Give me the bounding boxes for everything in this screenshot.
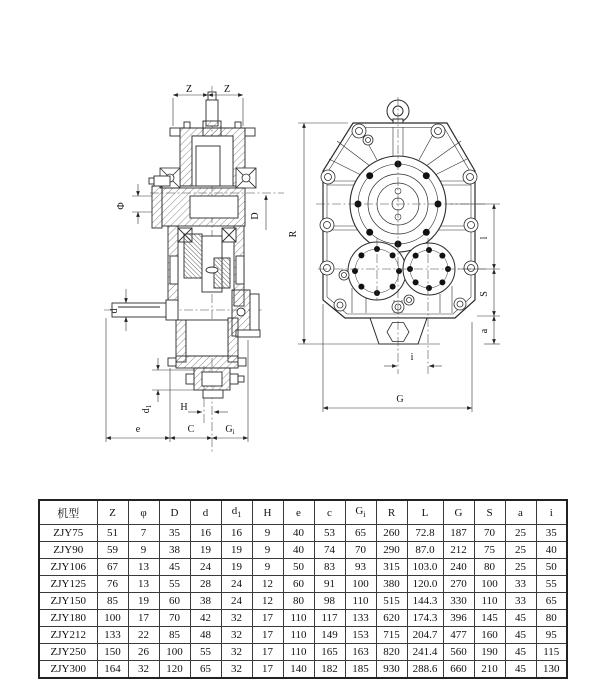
value-cell: 93 <box>345 559 376 576</box>
model-cell: ZJY212 <box>39 627 97 644</box>
value-cell: 65 <box>190 661 221 679</box>
value-cell: 85 <box>159 627 190 644</box>
value-cell: 190 <box>474 644 505 661</box>
value-cell: 210 <box>474 661 505 679</box>
model-cell: ZJY180 <box>39 610 97 627</box>
value-cell: 67 <box>97 559 128 576</box>
value-cell: 150 <box>97 644 128 661</box>
value-cell: 60 <box>283 576 314 593</box>
value-cell: 396 <box>443 610 474 627</box>
value-cell: 55 <box>536 576 567 593</box>
value-cell: 33 <box>505 593 536 610</box>
dim-label-D: D <box>250 212 261 220</box>
value-cell: 59 <box>97 542 128 559</box>
value-cell: 100 <box>474 576 505 593</box>
value-cell: 45 <box>505 627 536 644</box>
value-cell: 40 <box>283 525 314 542</box>
value-cell: 9 <box>128 542 159 559</box>
dim-label-z-right: Z <box>223 84 231 95</box>
value-cell: 100 <box>97 610 128 627</box>
model-cell: ZJY90 <box>39 542 97 559</box>
value-cell: 75 <box>474 542 505 559</box>
value-cell: 290 <box>376 542 407 559</box>
table-row <box>39 525 567 542</box>
table-row <box>39 576 567 593</box>
value-cell: 80 <box>536 610 567 627</box>
table-row <box>39 559 567 576</box>
value-cell: 182 <box>314 661 345 679</box>
col-header-机型: 机型 <box>39 500 97 525</box>
side-section-view <box>104 86 284 452</box>
value-cell: 9 <box>252 525 283 542</box>
value-cell: 165 <box>314 644 345 661</box>
value-cell: 50 <box>283 559 314 576</box>
col-header-d: d <box>190 500 221 525</box>
value-cell: 19 <box>190 542 221 559</box>
value-cell: 715 <box>376 627 407 644</box>
model-cell: ZJY106 <box>39 559 97 576</box>
col-header-Z: Z <box>97 500 128 525</box>
value-cell: 120 <box>159 661 190 679</box>
dim-label-R: R <box>288 230 299 238</box>
col-header-H: H <box>252 500 283 525</box>
value-cell: 16 <box>190 525 221 542</box>
front-view <box>316 97 486 374</box>
value-cell: 40 <box>536 542 567 559</box>
value-cell: 110 <box>283 610 314 627</box>
value-cell: 76 <box>97 576 128 593</box>
table-row <box>39 627 567 644</box>
value-cell: 50 <box>536 559 567 576</box>
value-cell: 130 <box>536 661 567 679</box>
value-cell: 330 <box>443 593 474 610</box>
col-header-φ: φ <box>128 500 159 525</box>
col-header-L: L <box>407 500 443 525</box>
spec-table <box>38 499 568 679</box>
value-cell: 51 <box>97 525 128 542</box>
value-cell: 26 <box>128 644 159 661</box>
value-cell: 16 <box>221 525 252 542</box>
value-cell: 95 <box>536 627 567 644</box>
value-cell: 515 <box>376 593 407 610</box>
value-cell: 185 <box>345 661 376 679</box>
value-cell: 270 <box>443 576 474 593</box>
value-cell: 212 <box>443 542 474 559</box>
value-cell: 19 <box>221 542 252 559</box>
col-header-e: e <box>283 500 314 525</box>
table-row <box>39 542 567 559</box>
value-cell: 260 <box>376 525 407 542</box>
value-cell: 72.8 <box>407 525 443 542</box>
value-cell: 9 <box>252 542 283 559</box>
value-cell: 17 <box>252 610 283 627</box>
dim-label-l: l <box>479 236 490 240</box>
output-shaft <box>112 300 178 320</box>
value-cell: 45 <box>505 610 536 627</box>
col-header-Gi: $G_i$ <box>345 500 376 525</box>
col-header-R: R <box>376 500 407 525</box>
value-cell: 87.0 <box>407 542 443 559</box>
dim-label-a: a <box>479 328 490 334</box>
value-cell: 117 <box>314 610 345 627</box>
value-cell: 24 <box>190 559 221 576</box>
col-header-c: c <box>314 500 345 525</box>
value-cell: 13 <box>128 576 159 593</box>
value-cell: 40 <box>283 542 314 559</box>
value-cell: 164 <box>97 661 128 679</box>
value-cell: 70 <box>159 610 190 627</box>
col-header-a: a <box>505 500 536 525</box>
value-cell: 560 <box>443 644 474 661</box>
value-cell: 163 <box>345 644 376 661</box>
model-cell: ZJY150 <box>39 593 97 610</box>
value-cell: 98 <box>314 593 345 610</box>
table-row <box>39 593 567 610</box>
dim-label-z-left: Z <box>185 84 193 95</box>
value-cell: 25 <box>505 542 536 559</box>
value-cell: 110 <box>283 627 314 644</box>
value-cell: 110 <box>283 644 314 661</box>
value-cell: 930 <box>376 661 407 679</box>
value-cell: 17 <box>252 644 283 661</box>
value-cell: 55 <box>190 644 221 661</box>
table-row <box>39 610 567 627</box>
value-cell: 65 <box>536 593 567 610</box>
dim-label-H: H <box>180 402 188 413</box>
value-cell: 12 <box>252 593 283 610</box>
col-header-S: S <box>474 500 505 525</box>
value-cell: 9 <box>252 559 283 576</box>
value-cell: 380 <box>376 576 407 593</box>
model-cell: ZJY250 <box>39 644 97 661</box>
value-cell: 17 <box>128 610 159 627</box>
value-cell: 153 <box>345 627 376 644</box>
value-cell: 19 <box>221 559 252 576</box>
value-cell: 55 <box>159 576 190 593</box>
value-cell: 53 <box>314 525 345 542</box>
value-cell: 35 <box>159 525 190 542</box>
value-cell: 35 <box>536 525 567 542</box>
value-cell: 110 <box>474 593 505 610</box>
dim-label-C: C <box>187 424 195 435</box>
value-cell: 80 <box>474 559 505 576</box>
value-cell: 32 <box>221 610 252 627</box>
value-cell: 83 <box>314 559 345 576</box>
col-header-i: i <box>536 500 567 525</box>
value-cell: 133 <box>345 610 376 627</box>
bottom-cover <box>186 368 244 398</box>
value-cell: 288.6 <box>407 661 443 679</box>
value-cell: 240 <box>443 559 474 576</box>
value-cell: 85 <box>97 593 128 610</box>
spec-table-container <box>38 499 568 679</box>
value-cell: 174.3 <box>407 610 443 627</box>
foot <box>370 318 427 344</box>
value-cell: 42 <box>190 610 221 627</box>
value-cell: 32 <box>221 661 252 679</box>
value-cell: 103.0 <box>407 559 443 576</box>
value-cell: 149 <box>314 627 345 644</box>
value-cell: 620 <box>376 610 407 627</box>
value-cell: 70 <box>474 525 505 542</box>
dim-label-e: e <box>135 424 141 435</box>
value-cell: 140 <box>283 661 314 679</box>
dim-label-d: d <box>109 308 120 314</box>
col-header-D: D <box>159 500 190 525</box>
value-cell: 145 <box>474 610 505 627</box>
model-cell: ZJY125 <box>39 576 97 593</box>
value-cell: 60 <box>159 593 190 610</box>
value-cell: 19 <box>128 593 159 610</box>
value-cell: 45 <box>505 661 536 679</box>
value-cell: 74 <box>314 542 345 559</box>
dim-label-G: G <box>396 394 404 405</box>
value-cell: 115 <box>536 644 567 661</box>
value-cell: 12 <box>252 576 283 593</box>
value-cell: 110 <box>345 593 376 610</box>
value-cell: 25 <box>505 525 536 542</box>
col-header-G: G <box>443 500 474 525</box>
value-cell: 820 <box>376 644 407 661</box>
col-header-d1: $d_1$ <box>221 500 252 525</box>
table-row <box>39 644 567 661</box>
value-cell: 91 <box>314 576 345 593</box>
dim-label-d1: $d_1$ <box>141 404 153 414</box>
value-cell: 17 <box>252 627 283 644</box>
value-cell: 133 <box>97 627 128 644</box>
value-cell: 65 <box>345 525 376 542</box>
dim-label-i: i <box>410 352 414 363</box>
value-cell: 17 <box>252 661 283 679</box>
value-cell: 32 <box>128 661 159 679</box>
value-cell: 80 <box>283 593 314 610</box>
value-cell: 120.0 <box>407 576 443 593</box>
table-row <box>39 661 567 679</box>
value-cell: 144.3 <box>407 593 443 610</box>
value-cell: 24 <box>221 576 252 593</box>
dim-label-S: S <box>479 291 490 297</box>
value-cell: 100 <box>159 644 190 661</box>
lower-housing <box>168 318 246 368</box>
dim-label-phi: Φ <box>116 202 127 210</box>
value-cell: 33 <box>505 576 536 593</box>
value-cell: 70 <box>345 542 376 559</box>
value-cell: 7 <box>128 525 159 542</box>
value-cell: 45 <box>159 559 190 576</box>
value-cell: 160 <box>474 627 505 644</box>
value-cell: 100 <box>345 576 376 593</box>
dim-label-G1: $G_i$ <box>225 424 235 436</box>
value-cell: 315 <box>376 559 407 576</box>
value-cell: 32 <box>221 644 252 661</box>
value-cell: 660 <box>443 661 474 679</box>
value-cell: 13 <box>128 559 159 576</box>
value-cell: 45 <box>505 644 536 661</box>
value-cell: 22 <box>128 627 159 644</box>
value-cell: 204.7 <box>407 627 443 644</box>
value-cell: 38 <box>190 593 221 610</box>
value-cell: 38 <box>159 542 190 559</box>
value-cell: 24 <box>221 593 252 610</box>
value-cell: 477 <box>443 627 474 644</box>
value-cell: 28 <box>190 576 221 593</box>
value-cell: 48 <box>190 627 221 644</box>
value-cell: 187 <box>443 525 474 542</box>
value-cell: 241.4 <box>407 644 443 661</box>
model-cell: ZJY300 <box>39 661 97 679</box>
value-cell: 32 <box>221 627 252 644</box>
model-cell: ZJY75 <box>39 525 97 542</box>
value-cell: 25 <box>505 559 536 576</box>
